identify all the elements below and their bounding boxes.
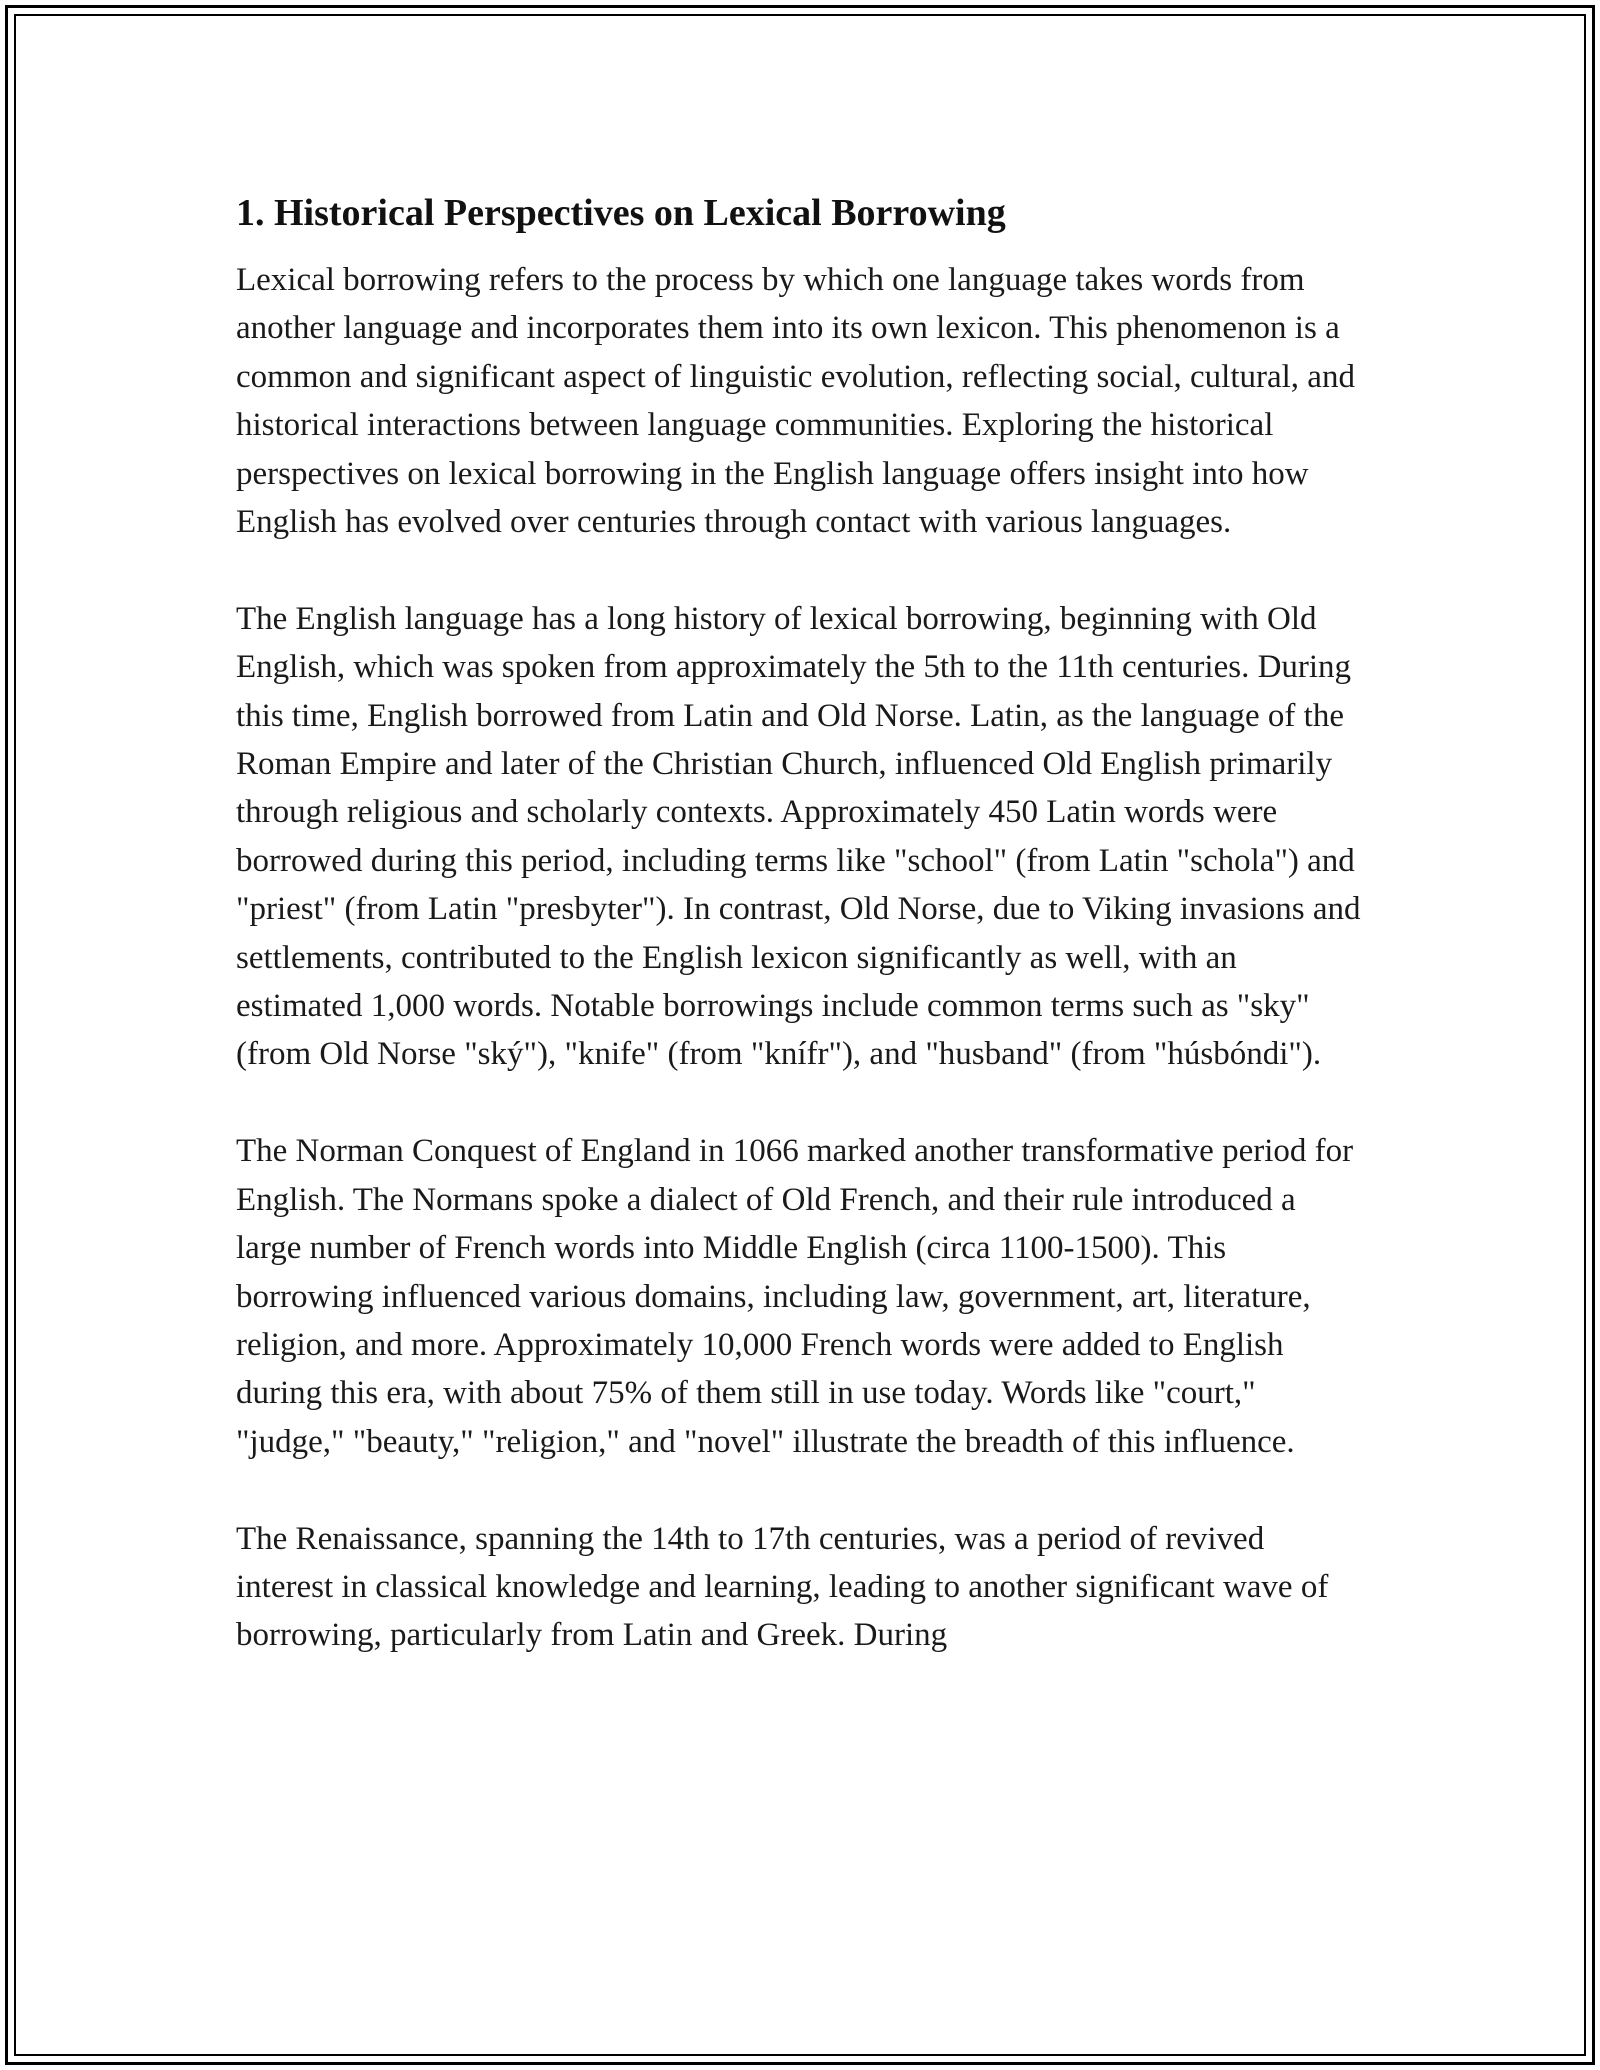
paragraph-2: The English language has a long history of lexical borrowing, beginning with Old English, which was spoken from approximately the 5th to the 11th centuries. During this time, English borrowed from Latin and Old Norse. Latin, as the language of the Roman Empire and later of the Christian Church, influenced Old English primarily through religious and scholarly contexts. Approximately 450 Latin words were borrowed during this period, including terms like "school" (from Latin "schola") and "priest" (from Latin "presbyter"). In contrast, Old Norse, due to Viking invasions and settlements, contributed to the English lexicon significantly as well, with an estimated 1,000 words. Notable borrowings include common terms such as "sky" (from Old Norse "ský"), "knife" (from "knífr"), and "husband" (from "húsbóndi"). bbox=[236, 600, 1361, 1073]
paragraph-4: The Renaissance, spanning the 14th to 17th centuries, was a period of revived interest in classical knowledge and learning, leading to another significant wave of borrowing, particularly from Latin and Greek. During bbox=[236, 1520, 1329, 1654]
document-body bbox=[236, 184, 1366, 1708]
section-heading: 1. Historical Perspectives on Lexical Borrowing bbox=[236, 192, 1006, 234]
paragraph-1: Lexical borrowing refers to the process by which one language takes words from another language and incorporates them into its own lexicon. This phenomenon is a common and significant aspect of linguistic evolution, reflecting social, cultural, and historical interactions between language communities. Exploring the historical perspectives on lexical borrowing in the English language offers insight into how English has evolved over centuries through contact with various languages. bbox=[236, 262, 1355, 541]
paragraph-3: The Norman Conquest of England in 1066 marked another transformative period for English. The Normans spoke a dialect of Old French, and their rule introduced a large number of French words into Middle English (circa 1100-1500). This borrowing influenced various domains, including law, government, art, literature, religion, and more. Approximately 10,000 French words were added to English during this era, with about 75% of them still in use today. Words like "court," "judge," "beauty," "religion," and "novel" illustrate the breadth of this influence. bbox=[236, 1133, 1354, 1460]
